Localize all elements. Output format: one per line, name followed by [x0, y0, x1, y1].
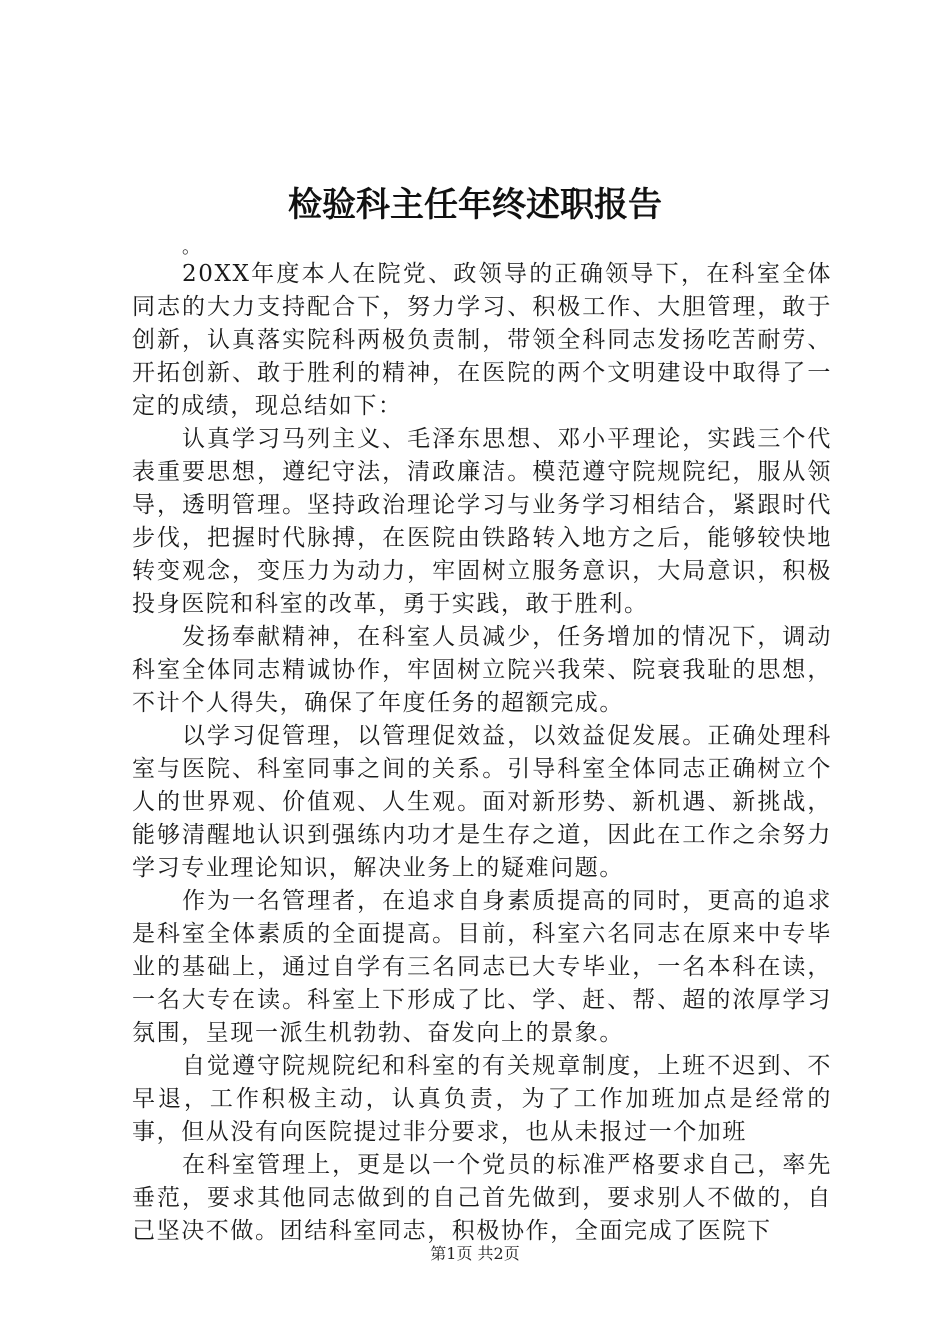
- paragraph-management: 以学习促管理，以管理促效益，以效益促发展。正确处理科室与医院、科室同事之间的关系。引导科室全体同志正确树立个人的世界观、价值观、人生观。面对新形势、新机遇、新挑战，能够清醒地认识到强练内功才是生存之道，因此在工作之余努力学习专业理论知识，解决业务上的疑难问题。: [132, 723, 832, 881]
- paragraph-leadership: 在科室管理上，更是以一个党员的标准严格要求自己，率先垂范，要求其他同志做到的自己首先做到，要求别人不做的，自己坚决不做。团结科室同志，积极协作，全面完成了医院下: [132, 1152, 832, 1244]
- leading-mark: 。: [182, 237, 202, 258]
- paragraph-dedication: 发扬奉献精神，在科室人员减少，任务增加的情况下，调动科室全体同志精诚协作，牢固树立院兴我荣、院衰我耻的思想，不计个人得失，确保了年度任务的超额完成。: [132, 624, 832, 716]
- paragraph-study: 认真学习马列主义、毛泽东思想、邓小平理论，实践三个代表重要思想，遵纪守法，清政廉洁。模范遵守院规院纪，服从领导，透明管理。坚持政治理论学习与业务学习相结合，紧跟时代步伐，把握时代脉搏，在医院由铁路转入地方之后，能够较快地转变观念，变压力为动力，牢固树立服务意识，大局意识，积极投身医院和科室的改革，勇于实践，敢于胜利。: [132, 426, 832, 617]
- page-footer: 第1页 共2页: [430, 1244, 520, 1263]
- document-title: 检验科主任年终述职报告: [288, 185, 662, 225]
- document-body: [132, 238, 832, 1248]
- paragraph-discipline: 自觉遵守院规院纪和科室的有关规章制度，上班不迟到、不早退，工作积极主动，认真负责，为了工作加班加点是经常的事，但从没有向医院提过非分要求，也从未报过一个加班: [132, 1053, 832, 1145]
- paragraph-intro: 20XX年度本人在院党、政领导的正确领导下，在科室全体同志的大力支持配合下，努力学习、积极工作、大胆管理，敢于创新，认真落实院科两极负责制，带领全科同志发扬吃苦耐劳、开拓创新、敢于胜利的精神，在医院的两个文明建设中取得了一定的成绩，现总结如下：: [132, 261, 832, 419]
- paragraph-quality: 作为一名管理者，在追求自身素质提高的同时，更高的追求是科室全体素质的全面提高。目前，科室六名同志在原来中专毕业的基础上，通过自学有三名同志已大专毕业，一名本科在读，一名大专在读。科室上下形成了比、学、赶、帮、超的浓厚学习氛围，呈现一派生机勃勃、奋发向上的景象。: [132, 888, 832, 1046]
